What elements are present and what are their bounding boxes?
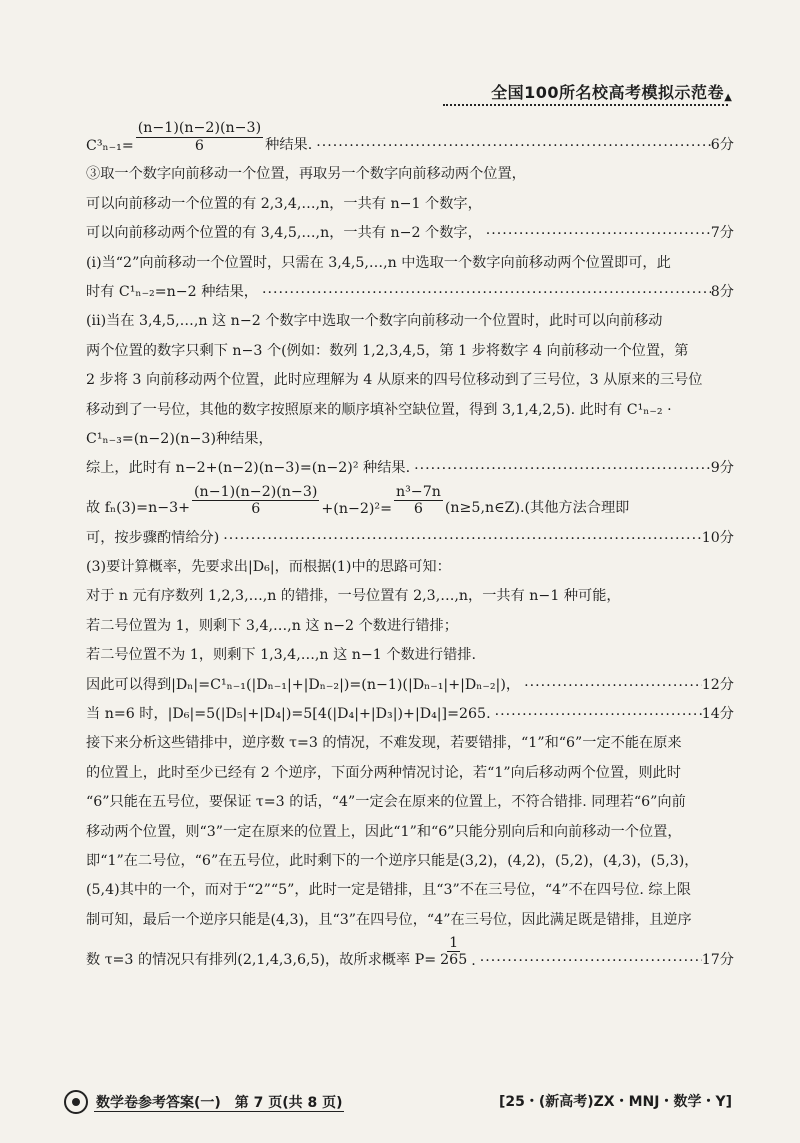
solution-body (86, 114, 734, 969)
fraction: $\frac{(n-1)(n-2)(n-3)}{6}$ (137, 120, 262, 154)
dot-leader (476, 953, 702, 969)
line-20: 当 n=6 时，|D₆|=5(|D₅|+|D₄|)=5[4(|D₄|+|D₃|)+|D₄|]=265. ····· 14分 (86, 694, 734, 723)
line-16: 对于 n 元有序数列 1,2,3,…,n 的错排，一号位置有 2,3,…,n，一共有 n−1 种可能， (86, 588, 621, 605)
page-header-title: 全国100所名校高考模拟示范卷 (491, 83, 724, 102)
line-11: C¹ₙ₋₃=(n−2)(n−3)种结果， (86, 430, 273, 447)
line-23: “6”只能在五号位，要保证 τ=3 的话，“4”一定会在原来的位置上，不符合错排. 同理若“6”向前 (86, 794, 686, 811)
footer-right-text: [25・(新高考)ZX・MNJ・数学・Y] (498, 1094, 732, 1110)
line-26: (5,4)其中的一个，而对于“2”“5”，此时一定是错排，且“3”不在三号位，“4”不在四号位. 综上限 (86, 882, 691, 899)
score-label: 10分 (701, 529, 734, 546)
line-8: 两个位置的数字只剩下 n−3 个(例如：数列 1,2,3,4,5，第 1 步将数字 4 向前移动一个位置，第 (86, 342, 689, 359)
score-label: 7分 (710, 225, 734, 242)
dot-leader (258, 285, 711, 301)
line-18: 若二号位置不为 1，则剩下 1,3,4,…,n 这 n−1 个数进行错排. (86, 647, 476, 664)
dot-leader (219, 531, 702, 547)
line-27: 制可知，最后一个逆序只能是(4,3)，且“3”在四号位，“4”在三号位，因此满足既是错排，且逆序 (86, 911, 692, 928)
footer-left-text: 数学卷参考答案(一) 第 7 页(共 8 页) (96, 1095, 343, 1111)
logo-icon (64, 1090, 88, 1114)
line-24: 移动两个位置，则“3”一定在原来的位置上，因此“1”和“6”只能分别向后和向前移动一个位置， (86, 823, 682, 840)
line-19: 因此可以得到|Dₙ|=C¹ₙ₋₁(|Dₙ₋₁|+|Dₙ₋₂|)=(n−1)(|Dₙ₋₁|+|Dₙ₋₂|)， ····· 12分 (86, 664, 734, 693)
line-9: 2 步将 3 向前移动两个位置，此时应理解为 4 从原来的四号位移动到了三号位，3 从原来的三号位 (86, 372, 703, 389)
line-3: 可以向前移动一个位置的有 2,3,4,…,n，一共有 n−1 个数字， (86, 195, 482, 212)
line-14: 可，按步骤酌情给分) ····· 10分 (86, 517, 734, 546)
score-label: 17分 (701, 951, 734, 968)
line-12: 综上，此时有 n−2+(n−2)(n−3)=(n−2)² 种结果. ····· 9分 (86, 448, 734, 477)
fraction: $\frac{\text{n³−7n}}{6}$ (395, 483, 441, 517)
header-mark: ▲ (724, 92, 732, 103)
dot-leader (520, 678, 702, 694)
footer-underline (94, 1111, 344, 1112)
line-21: 接下来分析这些错排中，逆序数 τ=3 的情况，不难发现，若要错排，“1”和“6”一定不能在原来 (86, 735, 682, 752)
line-22: 的位置上，此时至少已经有 2 个逆序，下面分两种情况讨论，若“1”向后移动两个位置，则此时 (86, 764, 681, 781)
fraction: $\frac{(n-1)(n-2)(n-3)}{6}$ (194, 483, 318, 517)
line-1: C³ₙ₋₁= $\frac{(n-1)(n-2)(n-3)}{6}$ 种结果. ····· 6分 (86, 114, 734, 154)
line-25: 即“1”在二号位，“6”在五号位，此时剩下的一个逆序只能是(3,2)，(4,2)，(5,2)，(4,3)，(5,3)， (86, 852, 699, 869)
line-4: 可以向前移动两个位置的有 3,4,5,…,n，一共有 n−2 个数字， ····· 7分 (86, 213, 734, 242)
line-15: (3)要计算概率，先要求出|D₆|，而根据(1)中的思路可知： (86, 559, 451, 576)
dot-leader (491, 707, 702, 723)
line-6: 时有 C¹ₙ₋₂=n−2 种结果， ····· 8分 (86, 272, 734, 301)
score-label: 9分 (710, 460, 734, 477)
dot-leader (312, 138, 711, 154)
dot-leader (482, 226, 711, 242)
line-17: 若二号位置为 1，则剩下 3,4,…,n 这 n−2 个数进行错排； (86, 617, 458, 634)
score-label: 6分 (710, 137, 734, 153)
line-10: 移动到了一号位，其他的数字按照原来的顺序填补空缺位置，得到 3,1,4,2,5). 此时有 C¹ₙ₋₂ · (86, 401, 672, 418)
line-2: ③取一个数字向前移动一个位置，再取另一个数字向前移动两个位置， (86, 166, 526, 183)
line-5: (i)当“2”向前移动一个位置时，只需在 3,4,5,…,n 中选取一个数字向前移动两个位置即可，此 (86, 254, 671, 271)
line-13: 故 fₙ(3)=n−3+ $\frac{(n-1)(n-2)(n-3)}{6}$ +(n−2)²= $\frac{\text{n³−7n}}{6}$ (n≥5,n∈Z).(其他方法合理即 (86, 483, 630, 518)
fraction: $\frac{1}{265}$ (440, 935, 468, 969)
score-label: 12分 (701, 676, 734, 693)
line-28: 数 τ=3 的情况只有排列(2,1,4,3,6,5)，故所求概率 P= $\frac{1}{265}$ . ····· 17分 (86, 929, 734, 969)
dot-leader (410, 461, 711, 477)
score-label: 8分 (710, 283, 734, 300)
score-label: 14分 (701, 706, 734, 723)
header-rule (443, 104, 728, 106)
line-7: (ii)当在 3,4,5,…,n 这 n−2 个数字中选取一个数字向前移动一个位置时，此时可以向前移动 (86, 313, 663, 330)
